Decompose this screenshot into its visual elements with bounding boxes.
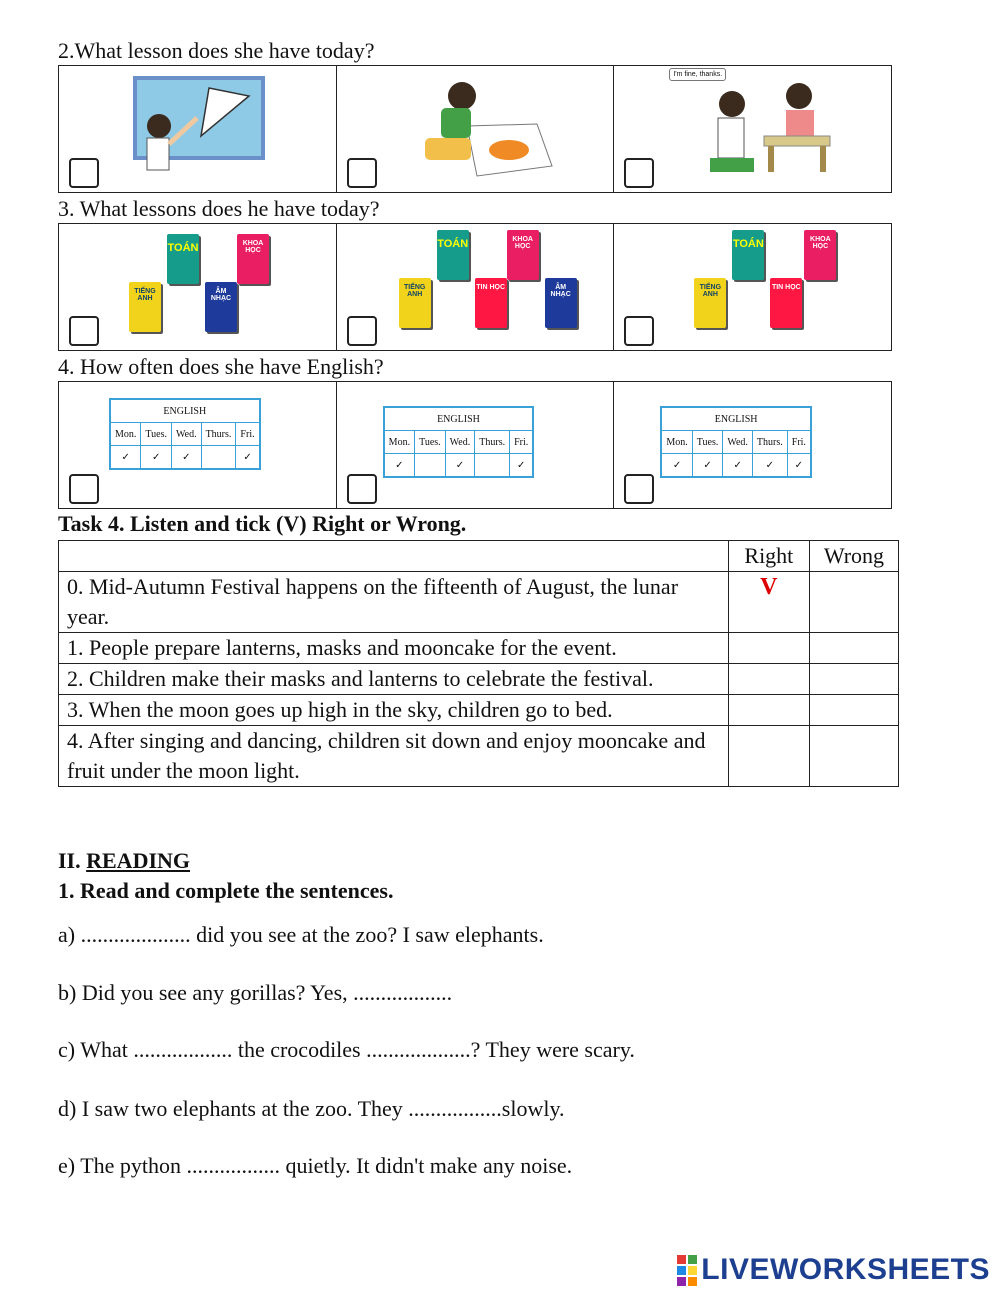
q2-option-1-checkbox[interactable] — [69, 158, 99, 188]
q4-option-2-checkbox[interactable] — [347, 474, 377, 504]
logo-blocks-icon — [677, 1255, 697, 1286]
schedule-cell: ✓ — [172, 446, 202, 470]
liveworksheets-logo — [677, 1253, 990, 1287]
book-toan: TOÁN — [732, 230, 764, 280]
right-wrong-table — [58, 540, 899, 787]
q2-option-3 — [614, 66, 891, 192]
art-lesson-picture — [337, 66, 617, 192]
schedule-cell: ✓ — [141, 446, 172, 470]
schedule-title: ENGLISH — [661, 407, 811, 431]
table-header-row — [59, 541, 899, 572]
q3-option-1-checkbox[interactable] — [69, 316, 99, 346]
schedule-cell: ✓ — [384, 454, 415, 478]
book-khoahoc: KHOA HỌC — [804, 230, 836, 280]
reading-subtitle: 1. Read and complete the sentences. — [58, 878, 394, 903]
question-2: 2.What lesson does she have today? — [58, 38, 375, 63]
english-lesson-picture — [614, 66, 894, 192]
right-answer-cell[interactable] — [728, 726, 809, 787]
q3-options — [58, 223, 892, 351]
book-khoahoc: KHOA HỌC — [507, 230, 539, 280]
schedule-cell: ✓ — [661, 454, 692, 478]
speech-bubble: I'm fine, thanks. — [669, 68, 726, 81]
schedule-cell: ✓ — [236, 446, 260, 470]
wrong-answer-cell[interactable] — [809, 633, 898, 664]
q4-option-3 — [614, 382, 891, 508]
brand-name: LIVEWORKSHEETS — [701, 1253, 990, 1286]
schedule-cell: ✓ — [110, 446, 141, 470]
schedule-title: ENGLISH — [110, 399, 260, 423]
table-row — [59, 572, 899, 633]
book-tienganh: TIẾNG ANH — [694, 278, 726, 328]
statement: 1. People prepare lanterns, masks and mooncake for the event. — [59, 633, 729, 664]
book-tinhoc: TIN HỌC — [770, 278, 802, 328]
right-answer-cell[interactable] — [728, 664, 809, 695]
schedule-cell: ✓ — [752, 454, 787, 478]
statement: 4. After singing and dancing, children sit down and enjoy mooncake and fruit under the moon light. — [59, 726, 729, 787]
schedule-2: ENGLISH Mon. Tues. Wed. Thurs. Fri. ✓ ✓ ✓ — [383, 406, 535, 478]
q4-option-1-checkbox[interactable] — [69, 474, 99, 504]
q3-option-1 — [59, 224, 337, 350]
schedule-cell — [415, 454, 446, 478]
book-khoahoc: KHOA HỌC — [237, 234, 269, 284]
table-row — [59, 633, 899, 664]
q4-option-3-checkbox[interactable] — [624, 474, 654, 504]
sentence-c[interactable]: c) What .................. the crocodiles ...................? They were scary. — [58, 1037, 635, 1062]
q4-option-1 — [59, 382, 337, 508]
book-tinhoc: TIN HỌC — [475, 278, 507, 328]
book-amnhac: ÂM NHẠC — [205, 282, 237, 332]
table-row — [59, 695, 899, 726]
schedule-cell: ✓ — [510, 454, 534, 478]
statement: 2. Children make their masks and lanterns to celebrate the festival. — [59, 664, 729, 695]
book-amnhac: ÂM NHẠC — [545, 278, 577, 328]
q3-option-2-checkbox[interactable] — [347, 316, 377, 346]
q3-option-3-checkbox[interactable] — [624, 316, 654, 346]
schedule-cell: ✓ — [723, 454, 753, 478]
q2-option-1 — [59, 66, 337, 192]
schedule-cell: ✓ — [787, 454, 811, 478]
task-4-title: Task 4. Listen and tick (V) Right or Wrong. — [58, 511, 467, 536]
schedule-cell: ✓ — [445, 454, 475, 478]
book-tienganh: TIẾNG ANH — [129, 282, 161, 332]
wrong-answer-cell[interactable] — [809, 572, 898, 633]
schedule-1: ENGLISH Mon. Tues. Wed. Thurs. Fri. ✓ ✓ ✓ ✓ — [109, 398, 261, 470]
schedule-title: ENGLISH — [384, 407, 534, 431]
wrong-answer-cell[interactable] — [809, 695, 898, 726]
q3-option-3 — [614, 224, 891, 350]
wrong-answer-cell[interactable] — [809, 726, 898, 787]
q3-option-2 — [337, 224, 615, 350]
q4-option-2 — [337, 382, 615, 508]
schedule-cell — [475, 454, 510, 478]
statement: 3. When the moon goes up high in the sky, children go to bed. — [59, 695, 729, 726]
question-4: 4. How often does she have English? — [58, 354, 384, 379]
table-row — [59, 664, 899, 695]
col-wrong: Wrong — [809, 541, 898, 572]
sentence-e[interactable]: e) The python ................. quietly. It didn't make any noise. — [58, 1153, 573, 1178]
wrong-answer-cell[interactable] — [809, 664, 898, 695]
q2-option-3-checkbox[interactable] — [624, 158, 654, 188]
statement: 0. Mid-Autumn Festival happens on the fifteenth of August, the lunar year. — [59, 572, 729, 633]
right-answer-cell[interactable] — [728, 572, 809, 633]
schedule-cell — [201, 446, 236, 470]
right-answer-cell[interactable] — [728, 633, 809, 664]
q2-option-2 — [337, 66, 615, 192]
tick-mark: V — [760, 574, 778, 600]
right-answer-cell[interactable] — [728, 695, 809, 726]
q2-option-2-checkbox[interactable] — [347, 158, 377, 188]
col-right: Right — [728, 541, 809, 572]
sentence-a[interactable]: a) .................... did you see at the zoo? I saw elephants. — [58, 922, 544, 947]
sentence-b[interactable]: b) Did you see any gorillas? Yes, .................. — [58, 980, 453, 1005]
book-toan: TOÁN — [437, 230, 469, 280]
schedule-3: ENGLISH Mon. Tues. Wed. Thurs. Fri. ✓ ✓ ✓ ✓ ✓ — [660, 406, 812, 478]
schedule-cell: ✓ — [692, 454, 723, 478]
question-3: 3. What lessons does he have today? — [58, 196, 380, 221]
book-toan: TOÁN — [167, 234, 199, 284]
reading-section-heading — [58, 848, 190, 874]
section-title: READING — [86, 848, 191, 873]
q2-options — [58, 65, 892, 193]
book-tienganh: TIẾNG ANH — [399, 278, 431, 328]
math-lesson-picture — [59, 66, 339, 192]
section-number: II. — [58, 848, 87, 873]
q4-options — [58, 381, 892, 509]
sentence-d[interactable]: d) I saw two elephants at the zoo. They .................slowly. — [58, 1096, 565, 1121]
table-row — [59, 726, 899, 787]
